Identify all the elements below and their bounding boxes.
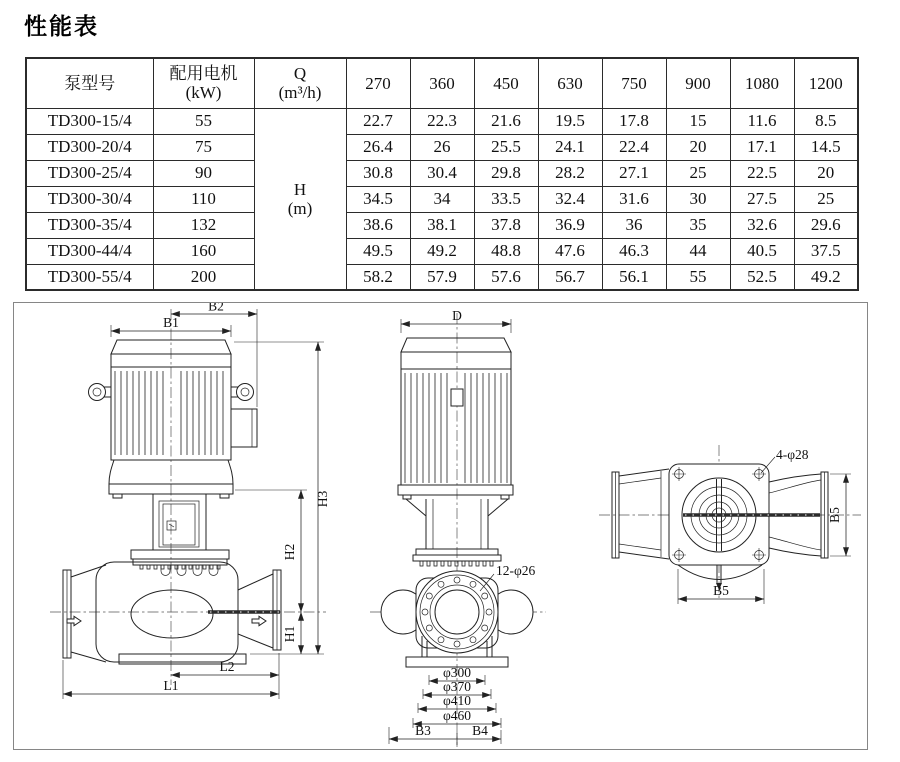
motor-fins: [115, 371, 223, 455]
head-value-cell: 17.1: [730, 134, 794, 160]
head-value-cell: 30.8: [346, 160, 410, 186]
head-value-cell: 49.2: [794, 264, 858, 290]
head-unit-cell: [254, 108, 346, 290]
head-value-cell: 30.4: [410, 160, 474, 186]
head-value-cell: 28.2: [538, 160, 602, 186]
header-flow-1080: 1080: [730, 58, 794, 108]
dim-dia300: φ300: [442, 665, 472, 680]
table-row: [26, 264, 858, 290]
head-value-cell: 52.5: [730, 264, 794, 290]
flange-teeth-front: [420, 561, 493, 566]
table-row: [26, 238, 858, 264]
dim-d: D: [452, 308, 462, 323]
header-q-symbol: Q: [293, 64, 307, 84]
terminal-box: [231, 409, 257, 447]
table-body: [26, 108, 858, 290]
side-view: [50, 303, 330, 699]
model-cell: TD300-55/4: [26, 264, 153, 290]
head-value-cell: 31.6: [602, 186, 666, 212]
head-value-cell: 29.6: [794, 212, 858, 238]
header-flow-900: 900: [666, 58, 730, 108]
head-value-cell: 19.5: [538, 108, 602, 134]
header-motor: [153, 58, 254, 108]
head-value-cell: 35: [666, 212, 730, 238]
head-value-cell: 22.4: [602, 134, 666, 160]
head-value-cell: 48.8: [474, 238, 538, 264]
head-value-cell: 46.3: [602, 238, 666, 264]
header-flow-630: 630: [538, 58, 602, 108]
model-cell: TD300-30/4: [26, 186, 153, 212]
head-value-cell: 56.1: [602, 264, 666, 290]
performance-table: [25, 57, 859, 291]
top-view: [599, 445, 861, 604]
model-cell: TD300-15/4: [26, 108, 153, 134]
head-value-cell: 32.4: [538, 186, 602, 212]
head-value-cell: 38.1: [410, 212, 474, 238]
dim-dia460: φ460: [442, 708, 472, 723]
dim-b5-side: B5: [827, 507, 842, 523]
model-cell: TD300-44/4: [26, 238, 153, 264]
head-value-cell: 17.8: [602, 108, 666, 134]
dim-h1: H1: [282, 625, 297, 643]
head-value-cell: 37.8: [474, 212, 538, 238]
model-cell: TD300-35/4: [26, 212, 153, 238]
head-value-cell: 49.5: [346, 238, 410, 264]
head-value-cell: 40.5: [730, 238, 794, 264]
head-value-cell: 21.6: [474, 108, 538, 134]
header-flow-360: 360: [410, 58, 474, 108]
model-cell: TD300-20/4: [26, 134, 153, 160]
head-unit-line1: H: [293, 179, 307, 199]
head-value-cell: 26.4: [346, 134, 410, 160]
table-row: [26, 212, 858, 238]
head-value-cell: 49.2: [410, 238, 474, 264]
power-cell: 132: [153, 212, 254, 238]
power-cell: 110: [153, 186, 254, 212]
head-value-cell: 55: [666, 264, 730, 290]
header-model: 泵型号: [26, 58, 153, 108]
head-value-cell: 34.5: [346, 186, 410, 212]
head-value-cell: 32.6: [730, 212, 794, 238]
table-row: [26, 134, 858, 160]
header-motor-line2: (kW): [185, 83, 222, 103]
dim-dia410: φ410: [442, 693, 472, 708]
head-value-cell: 38.6: [346, 212, 410, 238]
head-value-cell: 29.8: [474, 160, 538, 186]
model-cell: TD300-25/4: [26, 160, 153, 186]
head-value-cell: 24.1: [538, 134, 602, 160]
head-value-cell: 27.5: [730, 186, 794, 212]
head-value-cell: 20: [794, 160, 858, 186]
header-q-unit: (m³/h): [278, 83, 322, 103]
head-value-cell: 8.5: [794, 108, 858, 134]
head-value-cell: 57.9: [410, 264, 474, 290]
power-cell: 75: [153, 134, 254, 160]
power-cell: 55: [153, 108, 254, 134]
head-value-cell: 30: [666, 186, 730, 212]
head-value-cell: 22.5: [730, 160, 794, 186]
flow-arrow-out: [252, 616, 266, 625]
head-value-cell: 36: [602, 212, 666, 238]
table-row: [26, 186, 858, 212]
head-value-cell: 22.3: [410, 108, 474, 134]
head-value-cell: 11.6: [730, 108, 794, 134]
head-value-cell: 26: [410, 134, 474, 160]
table-row: [26, 160, 858, 186]
head-value-cell: 20: [666, 134, 730, 160]
drawing-frame: [13, 302, 868, 750]
dim-b1: B1: [163, 315, 179, 330]
head-value-cell: 36.9: [538, 212, 602, 238]
header-flow-270: 270: [346, 58, 410, 108]
head-value-cell: 25: [794, 186, 858, 212]
dim-h3: H3: [315, 490, 330, 508]
bolt-note-12: 12-φ26: [496, 563, 536, 578]
dim-b5-bottom: B5: [713, 583, 729, 598]
head-value-cell: 57.6: [474, 264, 538, 290]
head-value-cell: 44: [666, 238, 730, 264]
head-value-cell: 25: [666, 160, 730, 186]
header-flow-750: 750: [602, 58, 666, 108]
head-value-cell: 27.1: [602, 160, 666, 186]
header-flow: [254, 58, 346, 108]
head-unit-line2: (m): [287, 198, 313, 218]
header-motor-line1: 配用电机: [169, 64, 238, 84]
head-value-cell: 34: [410, 186, 474, 212]
head-value-cell: 25.5: [474, 134, 538, 160]
front-view: [370, 308, 546, 747]
head-value-cell: 33.5: [474, 186, 538, 212]
dim-dia370: φ370: [442, 679, 472, 694]
dim-l2: L2: [219, 659, 235, 674]
flow-arrow-in: [67, 616, 81, 625]
head-value-cell: 22.7: [346, 108, 410, 134]
header-flow-1200: 1200: [794, 58, 858, 108]
head-value-cell: 58.2: [346, 264, 410, 290]
power-cell: 200: [153, 264, 254, 290]
power-cell: 160: [153, 238, 254, 264]
head-value-cell: 47.6: [538, 238, 602, 264]
dim-b4: B4: [472, 723, 488, 738]
head-value-cell: 15: [666, 108, 730, 134]
table-row: [26, 108, 858, 134]
table-header-row: [26, 58, 858, 108]
dim-b2: B2: [208, 303, 224, 314]
dimension-drawing: [14, 303, 867, 749]
flange-teeth: [140, 565, 220, 569]
power-cell: 90: [153, 160, 254, 186]
page-title: 性能表: [24, 13, 99, 39]
dim-h2: H2: [282, 543, 297, 561]
head-value-cell: 14.5: [794, 134, 858, 160]
bolt-note-4: 4-φ28: [776, 447, 809, 462]
dim-l1: L1: [163, 678, 179, 693]
head-value-cell: 56.7: [538, 264, 602, 290]
header-flow-450: 450: [474, 58, 538, 108]
head-value-cell: 37.5: [794, 238, 858, 264]
dim-b3: B3: [415, 723, 431, 738]
